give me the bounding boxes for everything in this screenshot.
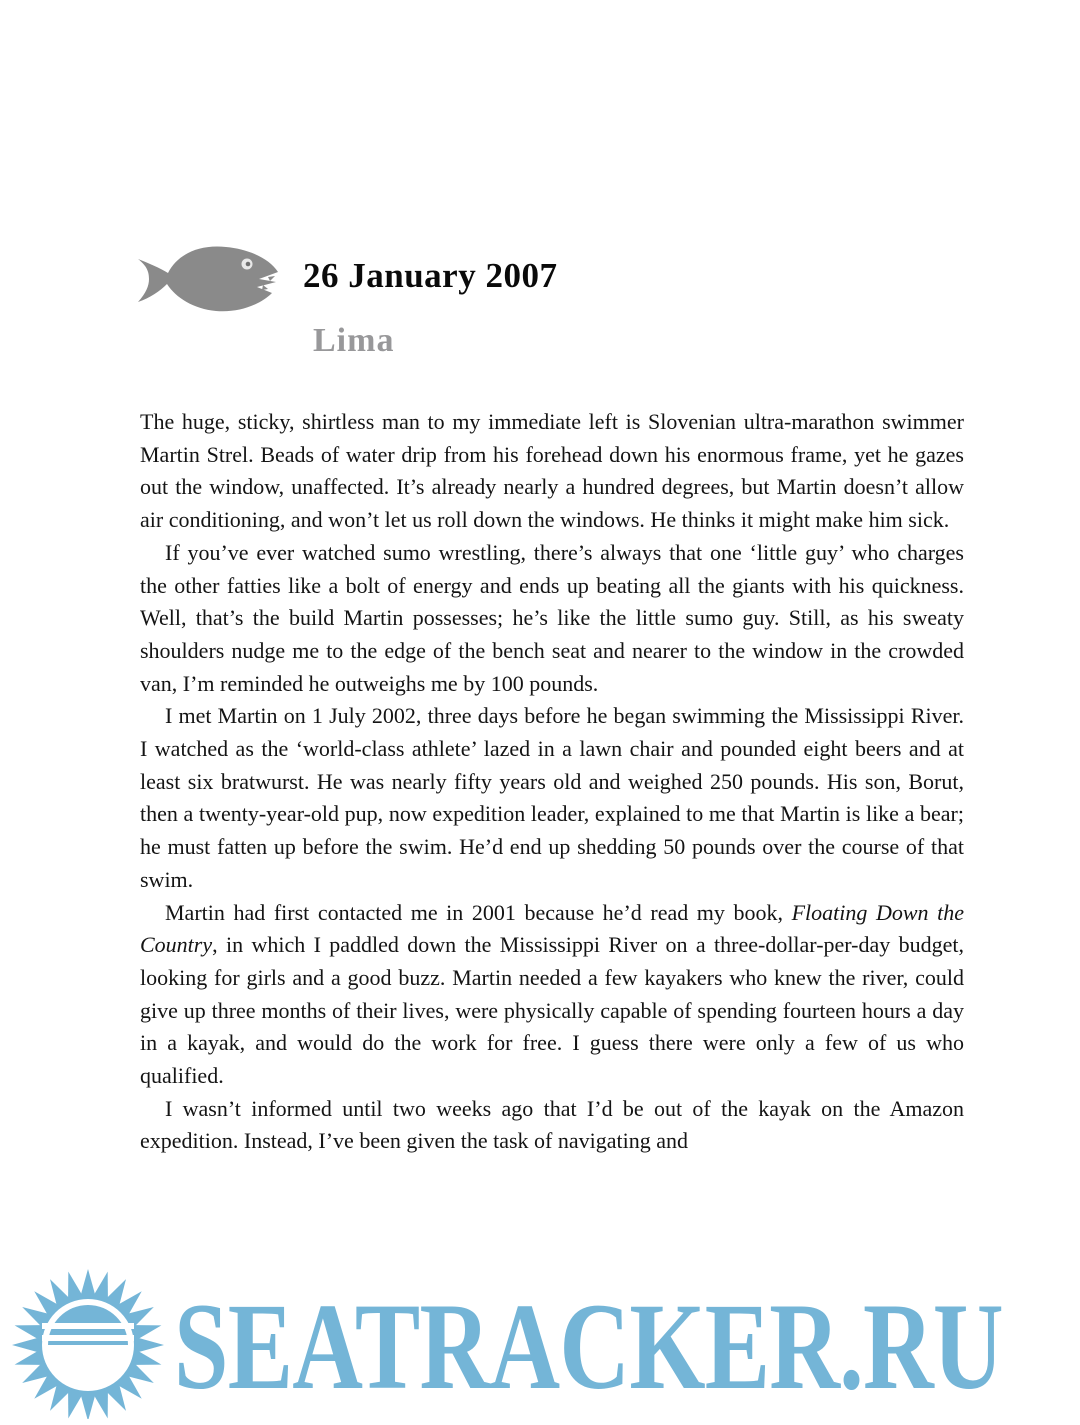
date-heading: 26 January 2007: [303, 256, 558, 295]
paragraph-1: The huge, sticky, shirtless man to my immediate left is Slovenian ultra-marathon swimmer Martin Strel. Beads of water drip from his forehead down his enormous frame, yet he gazes out the window, unaffected. It’s already nearly a hundred degrees, but Martin doesn’t allow air conditioning, and won’t let us roll down the windows. He thinks it might make him sick.: [140, 409, 964, 533]
paragraph-5: I wasn’t informed until two weeks ago that I’d be out of the kayak on the Amazon expedition. Instead, I’ve been given the task of navigating and: [140, 1095, 964, 1154]
book-title-italic: Floating Down the Country: [140, 899, 965, 958]
paragraph-4: [140, 897, 964, 1093]
body-text: [140, 406, 964, 1158]
paragraph-4-text: Martin had first contacted me in 2001 because he’d read my book,: [165, 899, 792, 925]
paragraph-3: I met Martin on 1 July 2002, three days before he began swimming the Mississippi River. I watched as the ‘world-class athlete’ lazed in a lawn chair and pounded eight beers and at least six bratwurst. He was nearly fifty years old and weighed 250 pounds. His son, Borut, then a twenty-year-old pup, now expedition leader, explained to me that Martin is like a bear; he must fatten up before the swim. He’d end up shedding 50 pounds over the course of that swim.: [140, 703, 964, 892]
paragraph-4-text-cont: , in which I paddled down the Mississippi River on a three-dollar-per-day budget, looking for girls and a good buzz. Martin needed a few kayakers who knew the river, could give up three months of their lives, were physically capable of spending fourteen hours a day in a kayak, and would do the work for free. I guess there were only a few of us who qualified.: [140, 932, 964, 1089]
watermark: [0, 1265, 1080, 1425]
watermark-text: SEATRACKER.RU: [174, 1278, 1003, 1415]
paragraph-2: If you’ve ever watched sumo wrestling, there’s always that one ‘little guy’ who charges the other fatties like a bolt of energy and ends up beating all the giants with his quickness. Well, that’s the build Martin possesses; he’s like the little sumo guy. Still, as his sweaty shoulders nudge me to the edge of the bench seat and nearer to the window in the crowded van, I’m reminded he outweighs me by 100 pounds.: [140, 539, 964, 696]
sun-icon: [2, 1267, 174, 1419]
chapter-title: Lima: [313, 322, 395, 359]
piranha-icon: [136, 243, 286, 318]
